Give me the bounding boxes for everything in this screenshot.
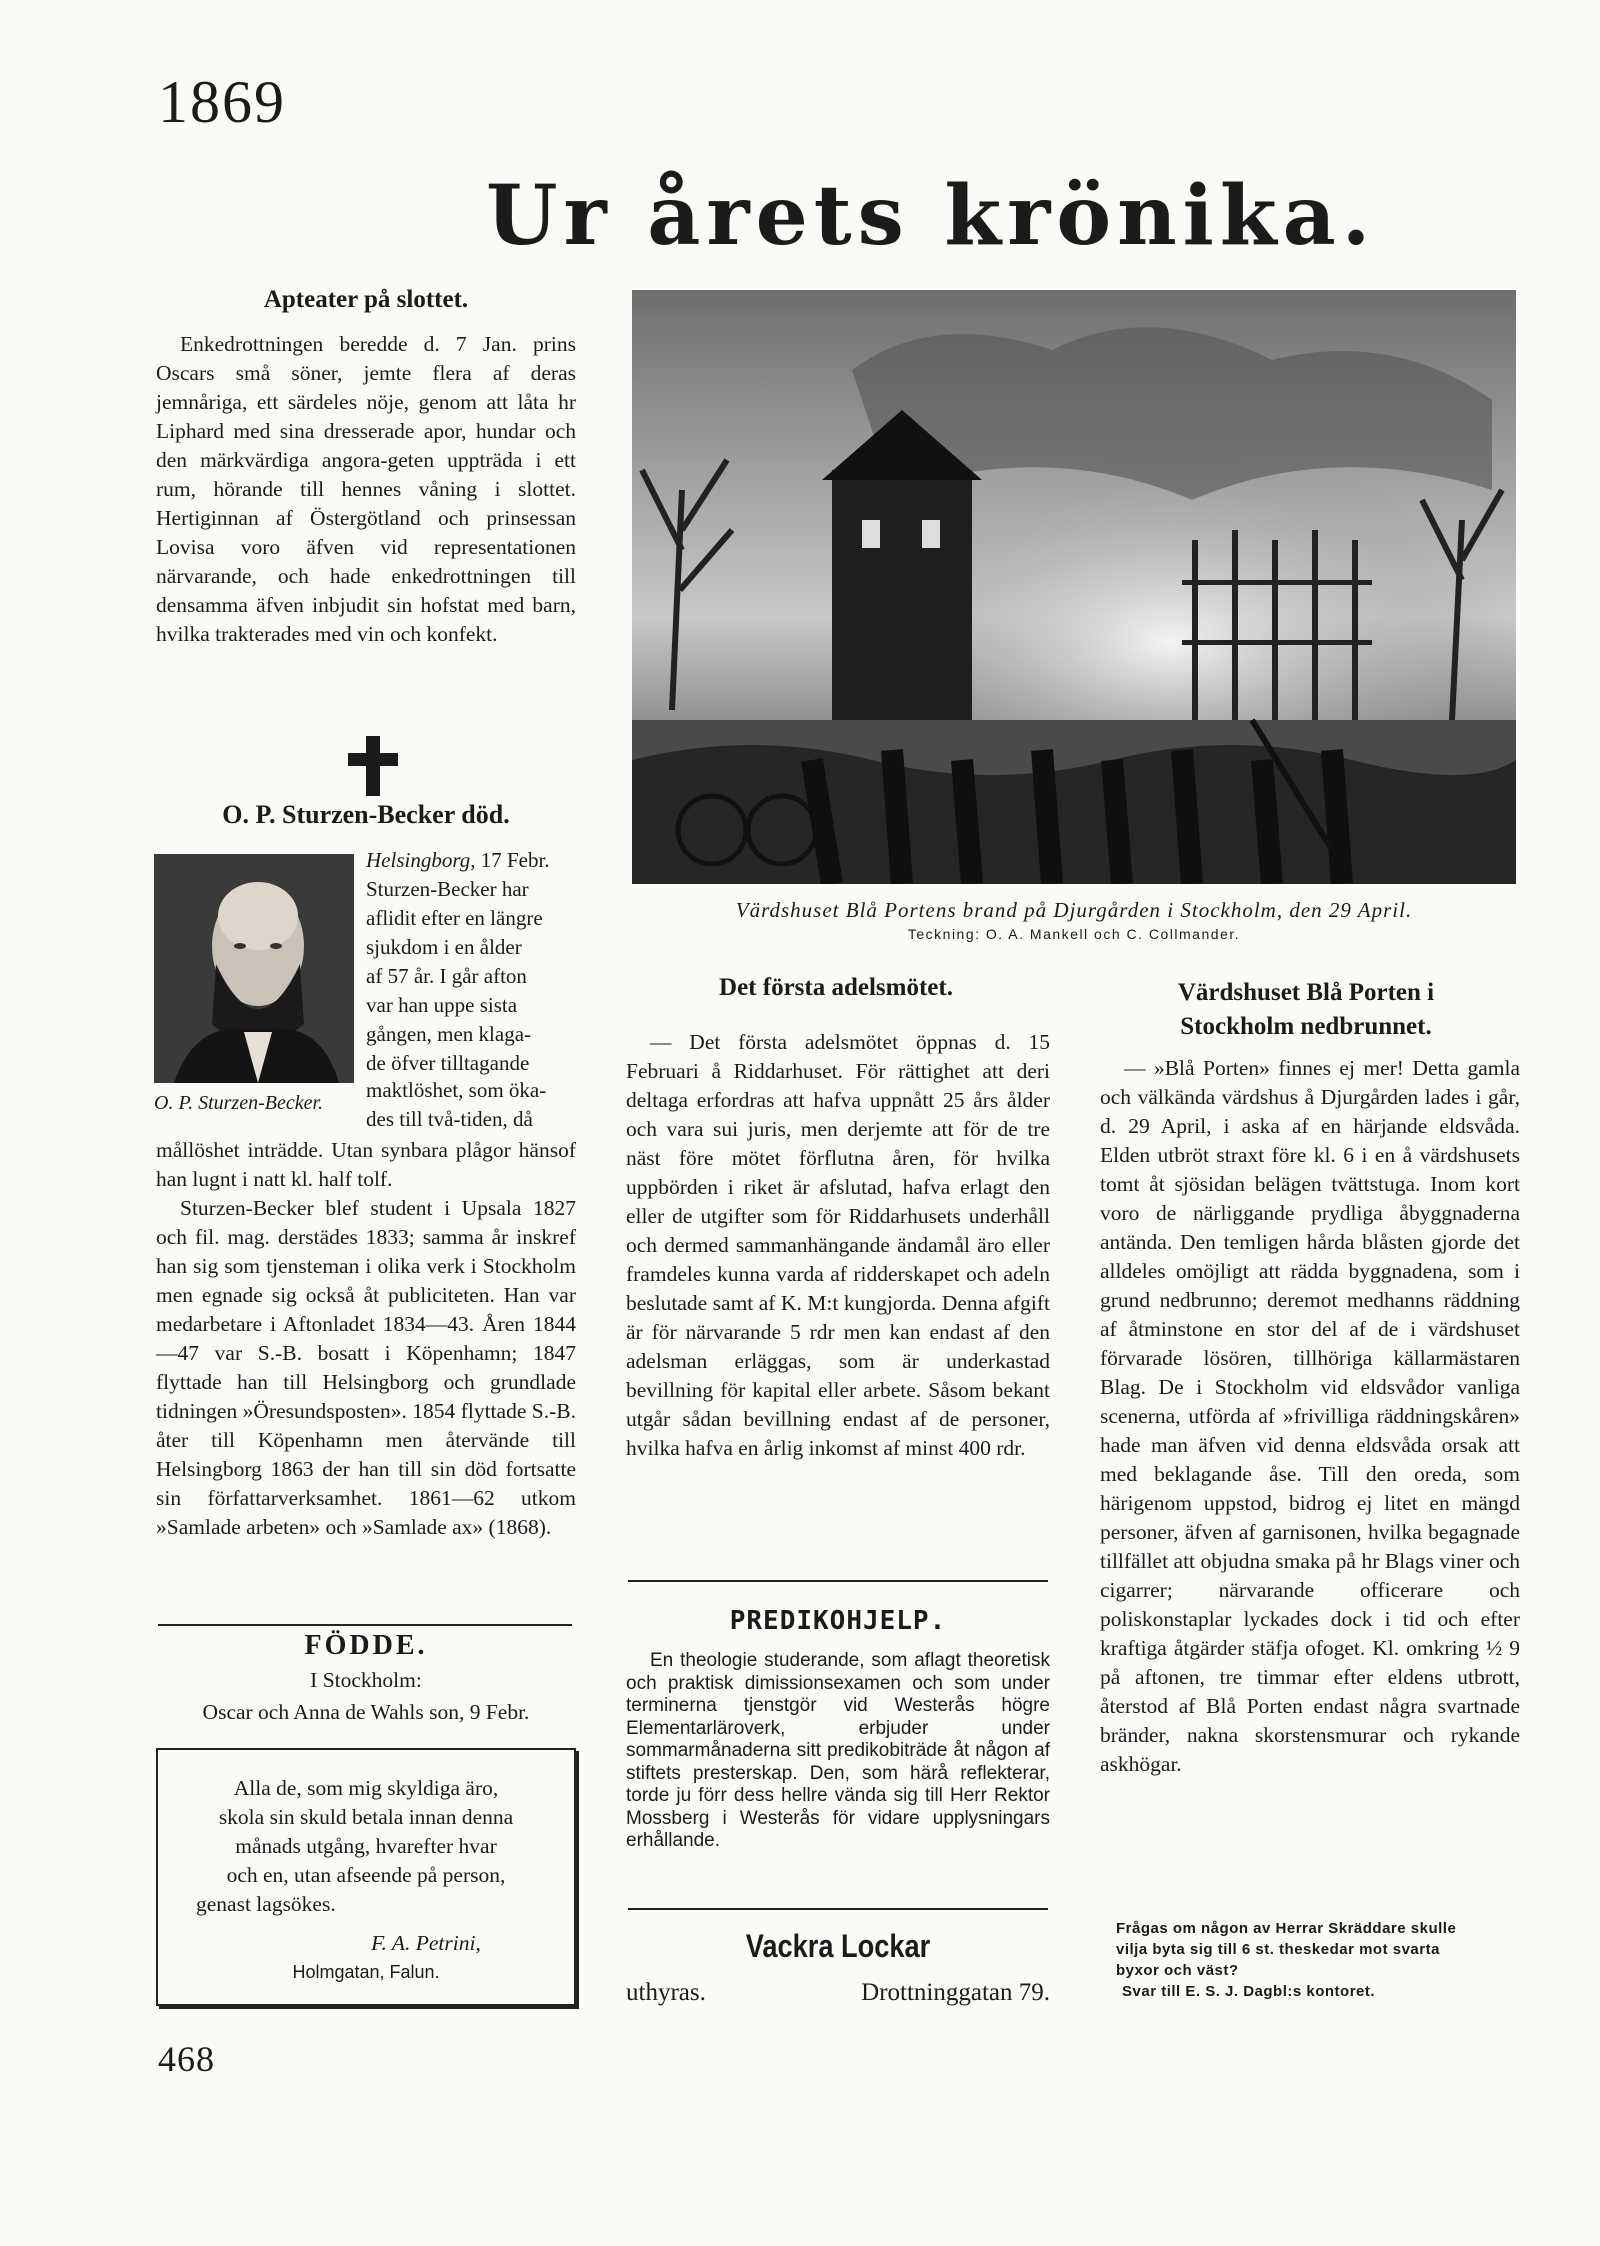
fodde-entry: Oscar och Anna de Wahls son, 9 Febr.	[202, 1700, 530, 1724]
apteater-text: Enkedrottningen beredde d. 7 Jan. prins Oscars små söner, jemte flera af deras jemnåriga, ett särdeles nöje, genom att låta hr Liphard med sina dresserade apor, hundar och den märkvärdiga angora-geten uppträda i ett rum, hörande till hennes våning i slottet. Hertiginnan af Östergötland och prinsessan Lovisa voro äfven vid representationen närvarande, och hade enkedrottningen till densamma äfven inbjudit sin hofstat med barn, hvilka trakterades med vin och konfekt.	[156, 332, 576, 646]
sturzen-cont: mållöshet inträdde. Utan synbara plågor hänsof han lugnt i natt kl. half tolf.	[156, 1138, 576, 1191]
page-number: 468	[158, 2039, 215, 2079]
sturzen-heading: O. P. Sturzen-Becker död.	[222, 800, 510, 829]
illustration-credit: Teckning: O. A. Mankell och C. Collmander.	[907, 926, 1241, 942]
fragas-line: vilja byta sig till 6 st. theskedar mot svarta	[1116, 1941, 1440, 1958]
blaporten-text: — »Blå Porten» finnes ej mer! Detta gamla och välkända värdshus å Djurgården lades i går, d. 29 April, i aska af en härjande eldsvåda. Elden utbröt straxt före kl. 6 i en å värdshusets tomt åt sjösidan belägen tvättstuga. Inom kort voro de närliggande prydliga åbyggnaderna antända. Den temligen hårda blåsten gjorde det alldeles omöjligt att rädda byggnadena, som i grund nedbrunno; deremot medhanns räddning af åtminstone en stor del af de i värdshuset förvarade lösören, tillhöriga källarmästaren Blag. De i Stockholm vid eldsvådor vanliga scenerna, utförda af »frivilliga räddningskåren» hade man äfven vid denna eldsvåda orsak att med beklagande åse. Till den oreda, som härigenom uppstod, bidrog ej litet en mängd personer, äfven af garnisonen, hvilka begagnade tillfället att objudna smaka på hr Blags viner och cigarrer; närvarande officerare och poliskonstaplar lyckades dock i tid och efter kraftiga åtgärder stäfja ofoget. Kl. omkring ½ 9 på aftonen, tre timmar efter eldens utbrott, återstod af Blå Porten endast några svartnade bränder, nakna skorstensmurar och rykande askhögar.	[1100, 1056, 1520, 1776]
sturzen-body	[156, 1136, 576, 1542]
fodde-heading: FÖDDE.	[304, 1630, 428, 1661]
notice-address: Holmgatan, Falun.	[292, 1962, 440, 1982]
blaporten-body	[1100, 1054, 1520, 1779]
divider	[628, 1908, 1048, 1910]
sturzen-line: Sturzen-Becker har	[366, 877, 529, 901]
fragas-line: Frågas om någon av Herrar Skräddare skulle	[1116, 1920, 1457, 1937]
blaporten-heading-line2: Stockholm nedbrunnet.	[1180, 1013, 1432, 1040]
fragas-notice	[1116, 1918, 1526, 2002]
fragas-line: byxor och väst?	[1116, 1962, 1239, 1979]
sturzen-side-text	[366, 846, 576, 1078]
adelsmote-body	[626, 1028, 1050, 1463]
sturzen-para2: Sturzen-Becker blef student i Upsala 1827 och fil. mag. derstädes 1833; samma år inskref han sig som tjensteman i olika verk i Stockholm men egnade sig också åt publiciteten. Han var medarbetare i Aftonladet 1834—43. Åren 1844—47 var S.-B. bosatt i Köpenhamn; 1847 flyttade han till Helsingborg och grundlade tidningen »Öresundsposten». 1854 flyttade S.-B. åter till Köpenhamn men återvände till Helsingborg 1863 der han till sin död fortsatte sin författarverksamhet. 1861—62 utkom »Samlade arbeten» och »Samlade ax» (1868).	[156, 1196, 576, 1539]
blaporten-heading-line1: Värdshuset Blå Porten i	[1177, 979, 1435, 1006]
dateline: Helsingborg,	[366, 848, 476, 872]
adelsmote-text: — Det första adelsmötet öppnas d. 15 Februari å Riddarhuset. För rättighet att deri deltaga erfordras att hafva uppnått 25 års ålder och vara sui juris, men derjemte att för de tre näst före mötet förflutna åren, för hvilka uppbörden i riket är afslutad, hafva erlagt den eller de utgifter som för Riddarhusets underhåll och dermed sammanhängande ändamål äro eller framdeles kunna varda af ridderskapet och adeln beslutade samt af K. M:t kungjorda. Denna afgift är för närvarande 5 rdr men kan endast af den adelsman erläggas, som är underkastad bevillning för kapital eller arbete. Såsom bekant utgår sådan bevillning endast af de personer, hvilka hafva en årlig inkomst af minst 400 rdr.	[626, 1030, 1050, 1460]
sturzen-line: gången, men klaga-	[366, 1022, 532, 1046]
notice-line: genast lagsökes.	[196, 1892, 336, 1916]
lockar-heading: Vackra Lockar	[745, 1928, 931, 1964]
sturzen-line: var han uppe sista	[366, 993, 518, 1017]
notice-line: Alla de, som mig skyldiga äro,	[233, 1776, 499, 1800]
fire-engraving	[632, 290, 1516, 884]
sturzen-line: maktlöshet, som öka-	[366, 1078, 547, 1102]
debt-notice-box	[156, 1748, 576, 2006]
portrait-photo	[154, 854, 354, 1083]
notice-line: skola sin skuld betala innan denna	[218, 1805, 514, 1829]
sturzen-line: des till två-tiden, då	[366, 1107, 533, 1131]
sturzen-line: de öfver tilltagande	[366, 1051, 530, 1075]
portrait-caption: O. P. Sturzen-Becker.	[154, 1092, 324, 1114]
fragas-reply: Svar till E. S. J. Dagbl:s kontoret.	[1122, 1983, 1376, 2000]
notice-signature: F. A. Petrini,	[371, 1931, 481, 1955]
cross-icon	[345, 736, 401, 796]
dateline-date: 17 Febr.	[480, 848, 550, 872]
blaporten-heading	[1096, 976, 1516, 1044]
apteater-body	[156, 330, 576, 649]
notice-line: och en, utan afseende på person,	[226, 1863, 506, 1887]
sturzen-line: af 57 år. I går afton	[366, 964, 527, 988]
adelsmote-heading: Det första adelsmötet.	[719, 974, 953, 1001]
sturzen-line: aflidit efter en längre	[366, 906, 543, 930]
divider	[158, 1624, 572, 1626]
predikohjelp-heading: PREDIKOHJELP.	[729, 1606, 947, 1636]
year: 1869	[158, 69, 286, 135]
sturzen-line: sjukdom i en ålder	[366, 935, 522, 959]
illustration-caption: Värdshuset Blå Portens brand på Djurgården i Stockholm, den 29 April.	[735, 898, 1413, 922]
predikohjelp-body	[626, 1650, 1050, 1853]
lockar-left: uthyras.	[626, 1979, 706, 2006]
page-title: Ur årets krönika.	[486, 168, 1377, 264]
lockar-right: Drottninggatan 79.	[861, 1979, 1050, 2006]
predikohjelp-text: En theologie studerande, som aflagt theoretisk och praktisk dimissionsexamen och som under terminerna tjenstgör vid Westerås högre Elementarläroverk, erbjuder under sommarmånaderna sitt predikobiträde åt någon af stiftets presterskap. Den, som härå reflekterar, torde ju förr dess hellre vända sig till Herr Rektor Mossberg i Westerås för vidare upplysningars erhållande.	[626, 1650, 1050, 1851]
apteater-heading: Apteater på slottet.	[263, 286, 469, 313]
sturzen-side-text-2	[366, 1076, 576, 1134]
fodde-place: I Stockholm:	[310, 1668, 422, 1692]
notice-line: månads utgång, hvarefter hvar	[235, 1834, 497, 1858]
divider	[628, 1580, 1048, 1582]
